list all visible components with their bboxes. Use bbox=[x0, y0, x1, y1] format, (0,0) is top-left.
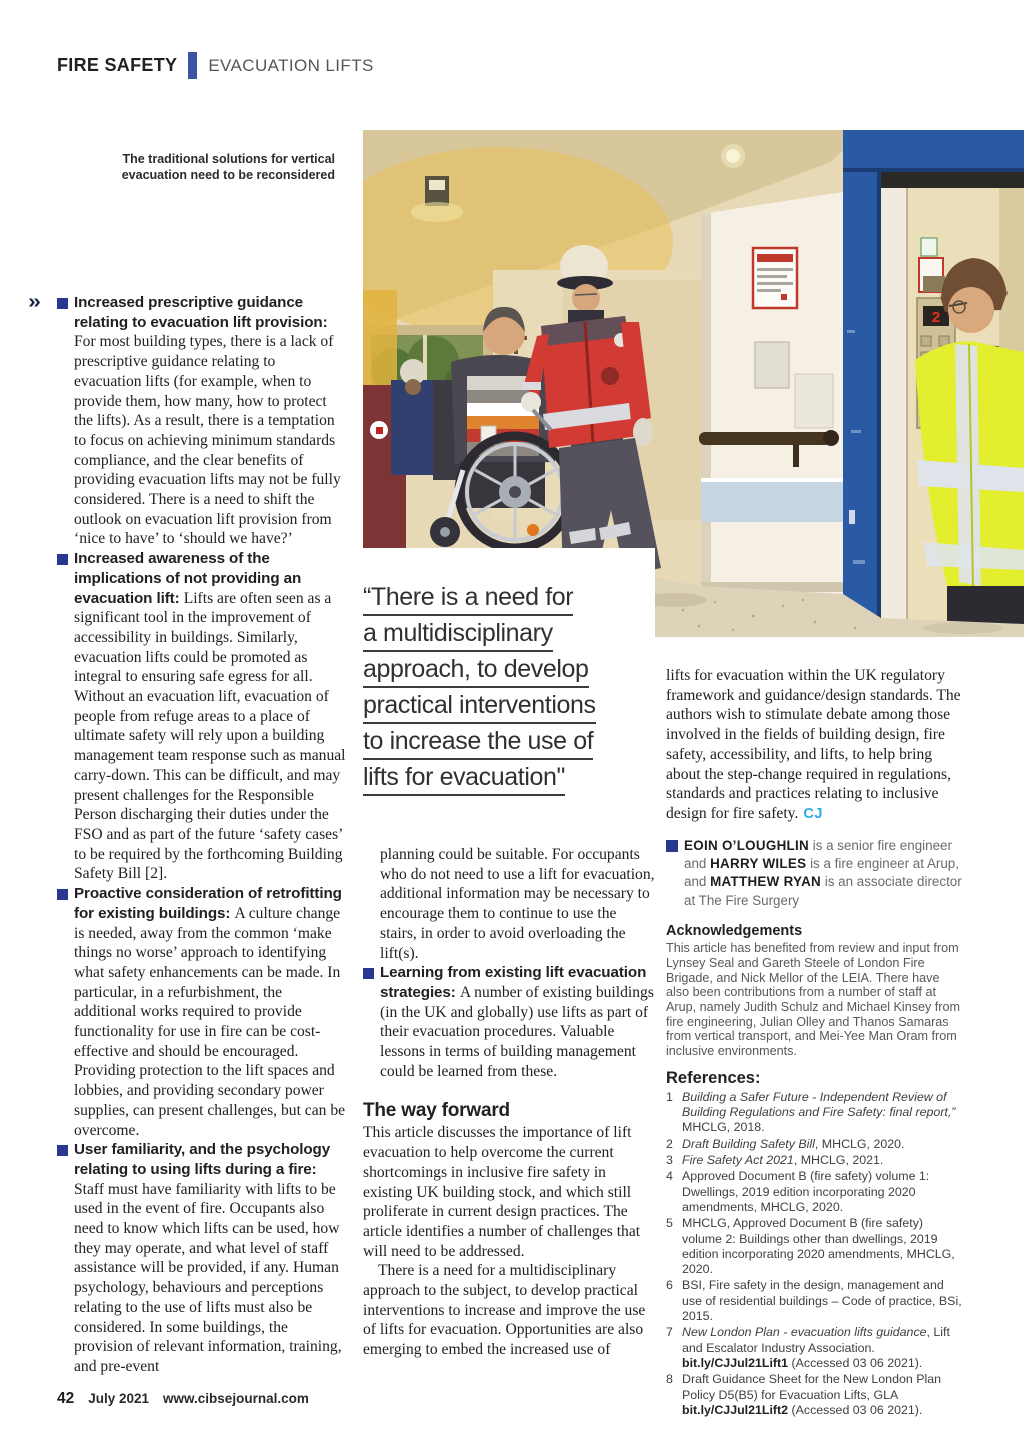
acknowledgements-heading: Acknowledgements bbox=[666, 923, 803, 940]
pull-quote bbox=[363, 584, 663, 800]
reference-text bbox=[682, 1137, 962, 1152]
bullet-square-icon bbox=[363, 968, 374, 979]
reference-segment: , MHCLG, 2021. bbox=[793, 1153, 884, 1168]
author-role-text: is a senior fire engineer and bbox=[684, 837, 952, 872]
reference-text bbox=[682, 1153, 962, 1168]
bullet-square-icon bbox=[57, 298, 68, 309]
continuation-paragraph: planning could be suitable. For occupants who do not need to use a lift for evacuation, additional information may be necessary to encourage them to continue to use the stairs, in order to avoid overloading the lift(s). bbox=[380, 846, 655, 962]
bullet-text bbox=[74, 293, 346, 549]
article-topic: EVACUATION LIFTS bbox=[208, 55, 374, 75]
quote-line: to increase the use of bbox=[363, 728, 593, 760]
body-paragraph: This article discusses the importance of lift evacuation to help overcome the current shortcomings in inclusive fire safety in existing UK building stock, and which still proliferate in current design practices. The article identifies a number of challenges that will need to be addressed. bbox=[363, 1124, 641, 1260]
closing-paragraph bbox=[666, 666, 962, 825]
reference-segment: , MHCLG, 2020. bbox=[814, 1136, 905, 1151]
quote-line: lifts for evacuation" bbox=[363, 764, 565, 796]
page-footer bbox=[57, 1390, 309, 1408]
column-3 bbox=[666, 666, 962, 1418]
cj-end-logo: CJ bbox=[803, 805, 823, 822]
reference-text bbox=[682, 1278, 962, 1324]
quote-line: a multidisciplinary bbox=[363, 620, 553, 652]
author-role-text: is an associate director at The Fire Surgery bbox=[684, 874, 962, 908]
quote-line: “There is a need for bbox=[363, 584, 573, 616]
quote-line: approach, to develop bbox=[363, 656, 589, 688]
bullet-body: A culture change is needed, away from the common ‘make things no worse’ approach to identifying what safety enhancements can be made. In particular, in a refurbishment, the additional works required to provide functionality for use in fire can be cost-effective and should be encouraged. Providing protection to the lift spaces and lobbies, and providing secondary power supplies, can present challenges, but can be overcome. bbox=[74, 904, 346, 1139]
reference-item bbox=[666, 1090, 962, 1136]
bullet-text bbox=[74, 549, 346, 884]
closing-paragraph-text: lifts for evacuation within the UK regulatory framework and guidance/design standards. The authors wish to stimulate debate among those involved in the fields of building design, fire safety, accessibility, and lifts, to help bring about the step-change required in regulations, standards and practices relating to inclusive design for fire safety. bbox=[666, 667, 961, 822]
photo-caption: The traditional solutions for vertical evacuation need to be reconsidered bbox=[121, 152, 335, 182]
continuation-marker-icon: » bbox=[28, 291, 41, 313]
bullet-item bbox=[57, 1140, 346, 1376]
body-paragraph: There is a need for a multidisciplinary approach to the subject, to develop practical interventions to increase and improve the use of lifts for evacuation. Opportunities are also emerging to embed the increased use of bbox=[363, 1262, 646, 1359]
bullet-item bbox=[57, 884, 346, 1140]
section-heading: The way forward bbox=[363, 1100, 510, 1122]
reference-segment: Draft Building Safety Bill bbox=[682, 1136, 815, 1151]
reference-number: 4 bbox=[666, 1169, 673, 1184]
reference-number: 7 bbox=[666, 1325, 673, 1340]
reference-item bbox=[666, 1137, 962, 1152]
reference-segment: Fire Safety Act 2021 bbox=[682, 1153, 794, 1168]
author-name: MATTHEW RYAN bbox=[710, 874, 822, 890]
photo-scene bbox=[363, 130, 1024, 637]
bullet-item bbox=[57, 549, 346, 884]
reference-item bbox=[666, 1169, 962, 1215]
bullet-body: Lifts are often seen as a significant tool in the improvement of accessibility in buildings. Similarly, evacuation lifts could be promoted as integral to ensuring safe egress for all. Without an evacuation lift, evacuation of people from refuge areas to a place of ultimate safety will rely upon a building management team response such as manual carry-down. This can be difficult, and may present challenges for the Responsible Person discharging their duties under the FSO and as part of the future ‘safety cases’ to be required by the forthcoming Building Safety Bill [2]. bbox=[74, 589, 346, 883]
section-kicker: FIRE SAFETY bbox=[57, 55, 178, 75]
journal-website: www.cibsejournal.com bbox=[163, 1391, 309, 1406]
bullet-heading: Increased prescriptive guidance relating to evacuation lift provision: bbox=[74, 294, 328, 331]
page-number: 42 bbox=[57, 1390, 75, 1407]
bullet-square-icon bbox=[666, 840, 678, 852]
lift-floor-indicator: 2 bbox=[931, 309, 941, 326]
reference-number: 3 bbox=[666, 1153, 673, 1168]
author-byline bbox=[666, 837, 962, 911]
reference-segment: Draft Guidance Sheet for the New London Plan Policy D5(B5) for Evacuation Lifts, GLA bbox=[682, 1372, 941, 1402]
column-2-bullet-list bbox=[363, 963, 657, 1081]
author-role-text: is a fire engineer at Arup, and bbox=[684, 856, 959, 890]
corridor-corner-wall bbox=[699, 192, 843, 637]
references-list bbox=[666, 1090, 962, 1418]
reference-item bbox=[666, 1153, 962, 1168]
bullet-text bbox=[380, 963, 657, 1081]
reference-segment: Approved Document B (fire safety) volume 1: Dwellings, 2019 edition incorporating 2020 amendments, MHCLG, 2020. bbox=[682, 1169, 930, 1214]
bullet-text bbox=[74, 1140, 346, 1376]
reference-text bbox=[682, 1090, 962, 1136]
reference-link[interactable]: bit.ly/CJJul21Lift1 bbox=[682, 1355, 789, 1370]
reference-text bbox=[682, 1216, 962, 1277]
bullet-heading: User familiarity, and the psychology relating to using lifts during a fire: bbox=[74, 1141, 331, 1178]
reference-number: 5 bbox=[666, 1216, 673, 1231]
reference-number: 8 bbox=[666, 1372, 673, 1387]
column-2 bbox=[363, 845, 657, 1360]
evacuation-drill-photo bbox=[363, 130, 1024, 637]
bullet-text bbox=[74, 884, 346, 1140]
reference-segment: , Lift and Escalator Industry Association. bbox=[682, 1325, 950, 1355]
bullet-item bbox=[57, 293, 346, 549]
reference-segment: (Accessed 03 06 2021). bbox=[788, 1355, 923, 1370]
bullet-heading: Increased awareness of the implications of not providing an evacuation lift: bbox=[74, 550, 302, 607]
reference-segment: Building a Safer Future - Independent Review of Building Regulations and Fire Safety: final report,” bbox=[682, 1089, 956, 1120]
reference-segment: MHCLG, Approved Document B (fire safety) volume 2: Buildings other than dwellings, 2019 edition incorporating 2020 amendments, MHCLG, 2020. bbox=[682, 1216, 955, 1277]
reference-segment: (Accessed 03 06 2021). bbox=[788, 1402, 923, 1417]
reference-segment: BSI, Fire safety in the design, management and use of residential buildings – Code of practice, BSi, 2015. bbox=[682, 1278, 962, 1324]
reference-segment: MHCLG, 2018. bbox=[682, 1120, 765, 1135]
bullet-heading: Learning from existing lift evacuation strategies: bbox=[380, 964, 647, 1001]
author-byline-text bbox=[684, 837, 962, 911]
bullet-item bbox=[363, 963, 657, 1081]
column-1-bullet-list bbox=[57, 293, 346, 1377]
bullet-body: A number of existing buildings (in the UK and globally) use lifts as part of their evacuation procedures. Valuable lessons in terms of building management could be learned from these. bbox=[380, 983, 654, 1080]
reference-item bbox=[666, 1325, 962, 1371]
bullet-heading: Proactive consideration of retrofitting for existing buildings: bbox=[74, 885, 342, 922]
bullet-square-icon bbox=[57, 554, 68, 565]
bullet-square-icon bbox=[57, 1145, 68, 1156]
author-name: HARRY WILES bbox=[710, 856, 807, 872]
bullet-body: For most building types, there is a lack of prescriptive guidance relating to evacuation lifts (for example, when to provide them, how many, how to protect the lifts). As a result, there is a temptation to focus on achieving minimum standards compliance, and the clear benefits of providing evacuation lifts may not be fully considered. There is a need to shift the outlook on evacuation lift provision from ‘nice to have’ to ‘should we have?’ bbox=[74, 333, 341, 548]
acknowledgements-body: This article has benefited from review and input from Lynsey Seal and Gareth Steele of London Fire Brigade, and Nick Mellor of the LEIA. There have also been contributions from a number of staff at Arup, namely Judith Schulz and Michael Kinsey from fire engineering, Julian Olley and Thanos Samaras from vertical transport, and Mei-Yee Man Oram from inclusive environments. bbox=[666, 941, 960, 1059]
reference-text bbox=[682, 1372, 962, 1418]
page-header bbox=[57, 52, 374, 79]
reference-number: 6 bbox=[666, 1278, 673, 1293]
references-heading: References: bbox=[666, 1068, 761, 1087]
issue-date: July 2021 bbox=[88, 1391, 150, 1406]
reference-item bbox=[666, 1372, 962, 1418]
bullet-square-icon bbox=[57, 889, 68, 900]
reference-item bbox=[666, 1216, 962, 1277]
reference-text bbox=[682, 1325, 962, 1371]
reference-text bbox=[682, 1169, 962, 1215]
reference-item bbox=[666, 1278, 962, 1324]
reference-segment: New London Plan - evacuation lifts guidance bbox=[682, 1325, 927, 1340]
reference-number: 1 bbox=[666, 1089, 673, 1104]
bullet-body: Staff must have familiarity with lifts to be used in the event of fire. Occupants also need to know which lifts can be used, how they may operate, and what level of staff assistance will be provided, if any. Human psychology, behaviours and perceptions relating to the use of lifts must also be considered. In some buildings, the provision of relevant information, training, and pre-event bbox=[74, 1180, 342, 1375]
author-name: EOIN O’LOUGHLIN bbox=[684, 837, 810, 853]
reference-link[interactable]: bit.ly/CJJul21Lift2 bbox=[682, 1402, 789, 1417]
header-divider-bar bbox=[188, 52, 197, 79]
reference-number: 2 bbox=[666, 1136, 673, 1151]
quote-line: practical interventions bbox=[363, 692, 596, 724]
